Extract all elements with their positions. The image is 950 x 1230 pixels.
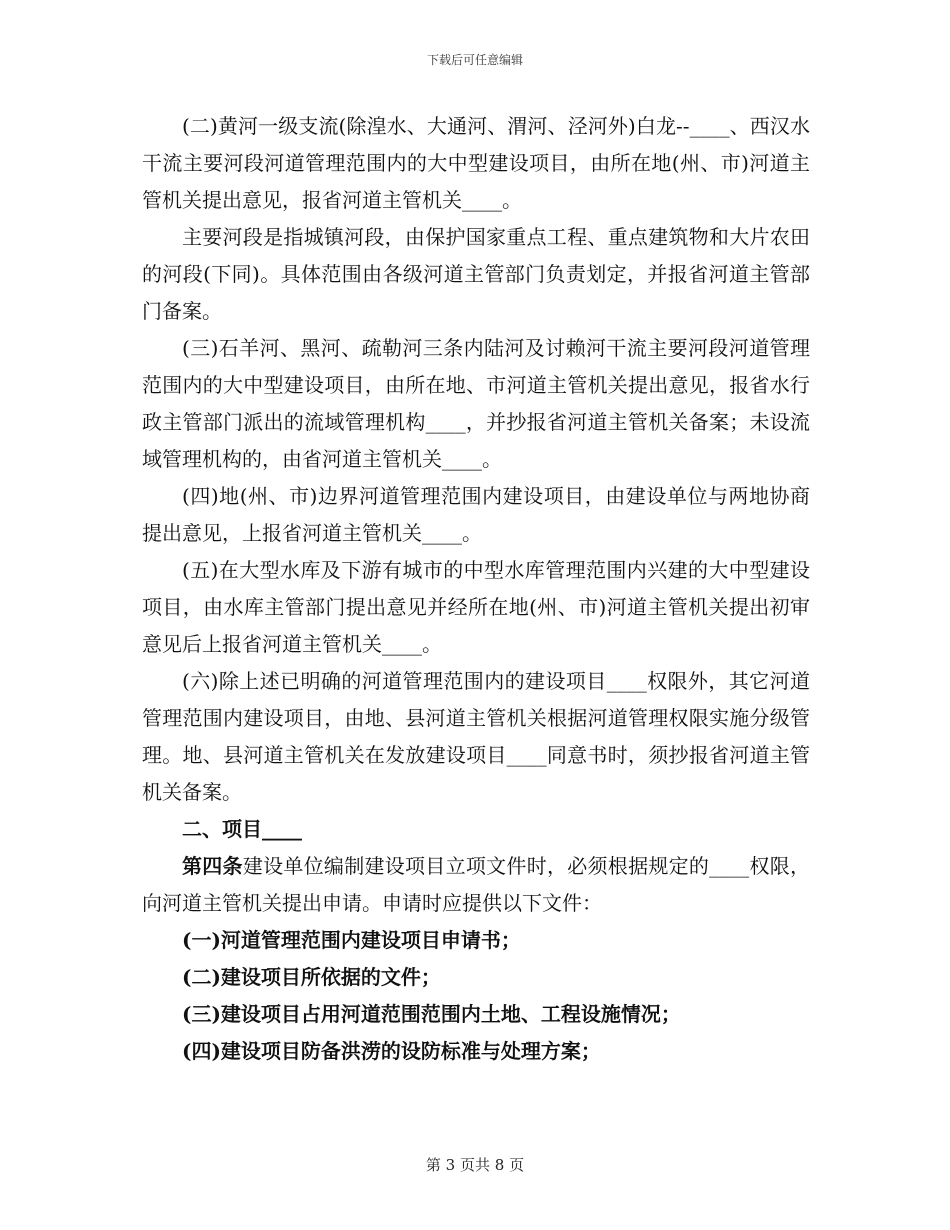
article-4-body: 建设单位编制建设项目立项文件时，必须根据规定的____权限，向河道主管机关提出申请。申请时应提供以下文件： (142, 854, 811, 915)
paragraph-item-4: (四)地(州、市)边界河道管理范围内建设项目，由建设单位与两地协商提出意见，上报省河道主管机关____。 (142, 484, 810, 545)
article-4-paragraph (142, 848, 810, 922)
list-item-basis-documents: (二)建设项目所依据的文件； (182, 965, 441, 989)
section-heading: 二、项目____ (182, 817, 302, 841)
list-item-land-occupation: (三)建设项目占用河道范围范围内土地、工程设施情况； (182, 1002, 681, 1026)
list-item-flood-standard: (四)建设项目防备洪涝的设防标准与处理方案； (182, 1039, 601, 1063)
document-body (142, 108, 810, 1070)
paragraph-item-3: (三)石羊河、黑河、疏勒河三条内陆河及讨赖河干流主要河段河道管理范围内的大中型建设项目，由所在地、市河道主管机关提出意见，报省水行政主管部门派出的流域管理机构____，并抄报省河道主管机关备案；未设流域管理机构的，由省河道主管机关____。 (142, 336, 810, 471)
paragraph-item-2: (二)黄河一级支流(除湟水、大通河、渭河、泾河外)白龙--____、西汉水干流主要河段河道管理范围内的大中型建设项目，由所在地(州、市)河道主管机关提出意见，报省河道主管机关____。 (142, 114, 810, 212)
page-header: 下载后可任意编辑 (426, 53, 523, 67)
paragraph-item-5: (五)在大型水库及下游有城市的中型水库管理范围内兴建的大中型建设项目，由水库主管部门提出意见并经所在地(州、市)河道主管机关提出初审意见后上报省河道主管机关____。 (142, 558, 810, 656)
paragraph-main-sections: 主要河段是指城镇河段，由保护国家重点工程、重点建筑物和大片农田的河段(下同)。具体范围由各级河道主管部门负责划定，并报省河道主管部门备案。 (142, 225, 810, 323)
paragraph-item-6: (六)除上述已明确的河道管理范围内的建设项目____权限外，其它河道管理范围内建设项目，由地、县河道主管机关根据河道管理权限实施分级管理。地、县河道主管机关在发放建设项目____同意书时，须抄报省河道主管机关备案。 (142, 669, 810, 804)
page-footer: 第 3 页共 8 页 (425, 1156, 525, 1174)
article-4-label: 第四条 (182, 854, 243, 878)
list-item-application: (一)河道管理范围内建设项目申请书； (182, 928, 521, 952)
